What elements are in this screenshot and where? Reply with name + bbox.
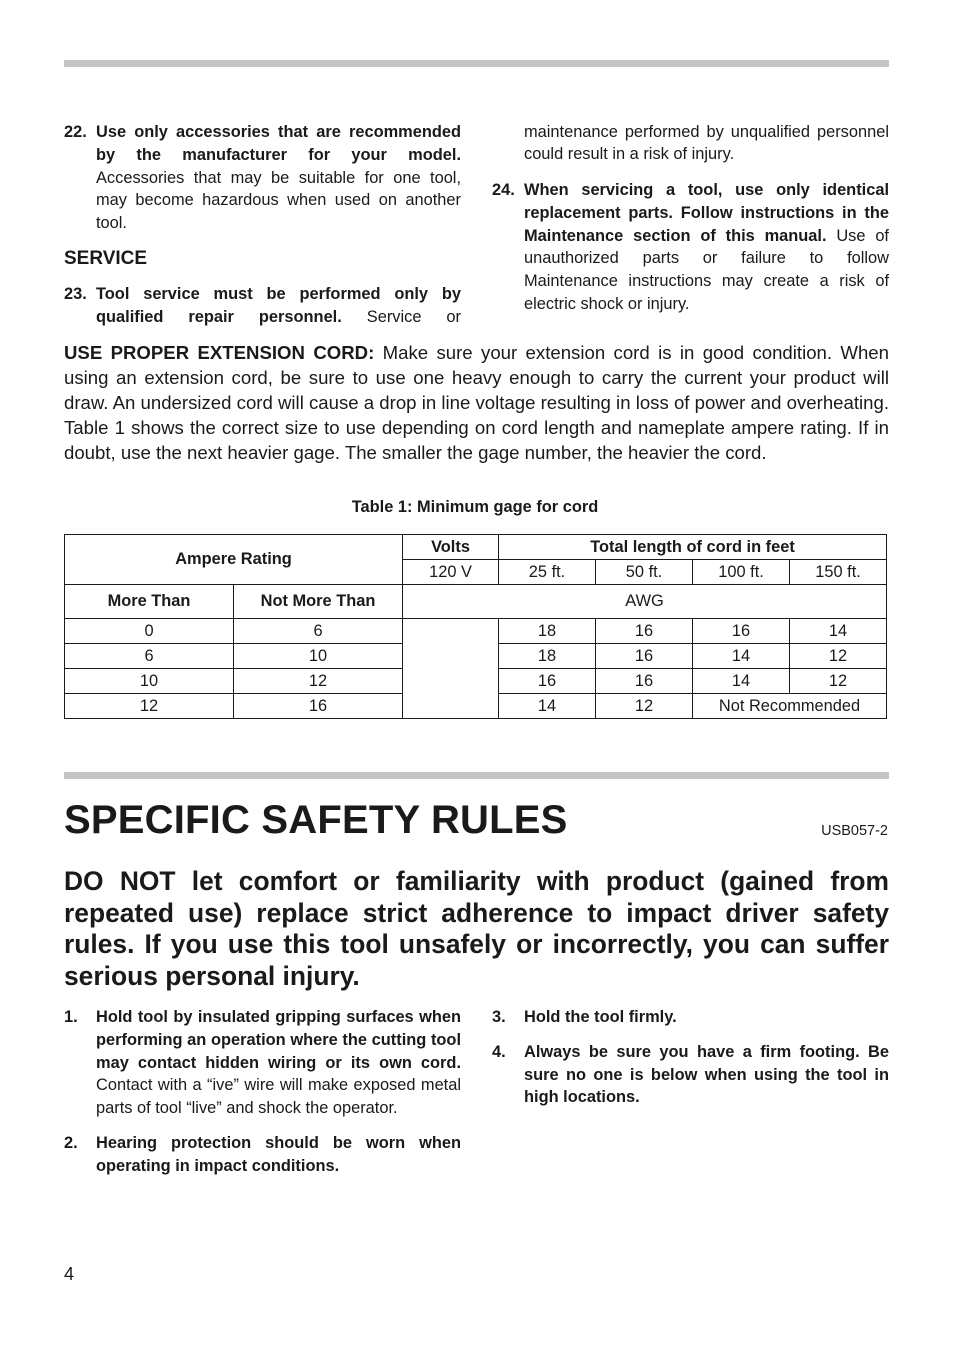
rules-right-column [492, 1006, 889, 1109]
service-heading: SERVICE [64, 247, 148, 269]
not-more-than-header: Not More Than [234, 585, 403, 619]
table-cell: 16 [596, 619, 693, 644]
table-cell: 16 [499, 669, 596, 694]
page-number: 4 [64, 1264, 75, 1284]
table-row [65, 619, 887, 644]
item-bold-text: Use only accessories that are recommended by the manufacturer for your model. [96, 123, 461, 164]
table-cell: 14 [499, 694, 596, 719]
item-number: 2. [64, 1133, 78, 1152]
length-header: 50 ft. [596, 560, 693, 585]
table-cell: 10 [234, 644, 403, 669]
extension-cord-paragraph [64, 340, 889, 465]
rule-item-4 [492, 1041, 889, 1109]
table-cell: 14 [693, 644, 790, 669]
ampere-rating-header: Ampere Rating [65, 535, 403, 585]
item-bold-text: Hold tool by insulated gripping surfaces when performing an operation where the cutting tool may contact hidden wiring or its own cord. [96, 1008, 461, 1072]
item-text: Accessories that may be suitable for one tool, may become hazardous when used on another tool. [96, 168, 461, 233]
document-code: USB057-2 [821, 823, 888, 839]
table-header-row [65, 535, 887, 560]
safety-item-23 [64, 283, 461, 329]
table-cell: 6 [65, 644, 234, 669]
item-number: 23. [64, 284, 87, 303]
table-cell: 14 [790, 619, 887, 644]
table-cell: 14 [693, 669, 790, 694]
rules-left-column [64, 1006, 461, 1178]
safety-item-24 [492, 179, 889, 316]
total-length-header: Total length of cord in feet [499, 535, 887, 560]
item-number: 3. [492, 1008, 506, 1026]
warning-paragraph: DO NOT let comfort or familiarity with product (gained from repeated use) replace strict adherence to impact driver safety rules. If you use this tool unsafely or incorrectly, you can suffer serious personal injury. [64, 866, 889, 991]
table-cell: 12 [65, 694, 234, 719]
item-text: Service or [366, 307, 461, 326]
table-cell: 16 [234, 694, 403, 719]
table-cell: 16 [693, 619, 790, 644]
extension-cord-text: Make sure your extension cord is in good condition. When using an extension cord, be sure to use one heavy enough to carry the current your product will draw. An undersized cord will cause a drop in line voltage resulting in loss of power and overheating. Table 1 shows the correct size to use depending on cord length and nameplate ampere rating. If in doubt, use the next heavier gage. The smaller the gage number, the heavier the cord. [64, 342, 889, 463]
rule-item-1 [64, 1006, 461, 1120]
item-number: 1. [64, 1008, 78, 1026]
item-number: 22. [64, 123, 87, 141]
item-number: 24. [492, 181, 515, 199]
item-text: Use of unauthorized parts or failure to follow Maintenance instructions may create a risk of electric shock or injury. [524, 226, 889, 313]
table-cell: 16 [596, 669, 693, 694]
table-cell: 6 [234, 619, 403, 644]
table-cell: 18 [499, 619, 596, 644]
table-cell: 0 [65, 619, 234, 644]
not-recommended-cell: Not Recommended [693, 694, 887, 719]
length-header: 100 ft. [693, 560, 790, 585]
extension-cord-heading: USE PROPER EXTENSION CORD: [64, 342, 375, 363]
left-column [64, 121, 461, 329]
continued-text: maintenance performed by unqualified personnel could result in a risk of injury. [524, 122, 889, 164]
section-rule [64, 772, 889, 779]
top-rule [64, 60, 889, 67]
cord-gage-table [64, 534, 887, 719]
awg-header: AWG [403, 585, 887, 619]
length-header: 25 ft. [499, 560, 596, 585]
more-than-header: More Than [65, 585, 234, 619]
item-bold-text: When servicing a tool, use only identical replacement parts. Follow instructions in the Maintenance section of this manual. [524, 181, 889, 245]
right-column [492, 121, 889, 316]
table-cell: 12 [790, 669, 887, 694]
table-cell: 12 [596, 694, 693, 719]
item-bold-text: Hold the tool firmly. [524, 1008, 677, 1026]
length-header: 150 ft. [790, 560, 887, 585]
item-number: 4. [492, 1042, 506, 1061]
volts-header: Volts [403, 535, 499, 560]
empty-volts-cell [403, 619, 499, 719]
table-cell: 18 [499, 644, 596, 669]
rule-item-3 [492, 1006, 889, 1029]
rule-item-2 [64, 1132, 461, 1178]
item-text: Contact with a “ive” wire will make exposed metal parts of tool “live” and shock the operator. [96, 1076, 461, 1118]
item-bold-text: Tool service must be performed only by qualified repair personnel. [96, 284, 461, 326]
table-cell: 10 [65, 669, 234, 694]
table-cell: 12 [790, 644, 887, 669]
safety-item-22 [64, 121, 461, 235]
table-cell: 12 [234, 669, 403, 694]
table-title: Table 1: Minimum gage for cord [351, 498, 599, 516]
table-cell: 16 [596, 644, 693, 669]
item-bold-text: Always be sure you have a firm footing. Be sure no one is below when using the tool in high locations. [524, 1042, 889, 1107]
item-bold-text: Hearing protection should be worn when operating in impact conditions. [96, 1133, 461, 1175]
voltage-cell: 120 V [403, 560, 499, 585]
table-header-row [65, 585, 887, 619]
page-title: SPECIFIC SAFETY RULES [64, 798, 568, 842]
